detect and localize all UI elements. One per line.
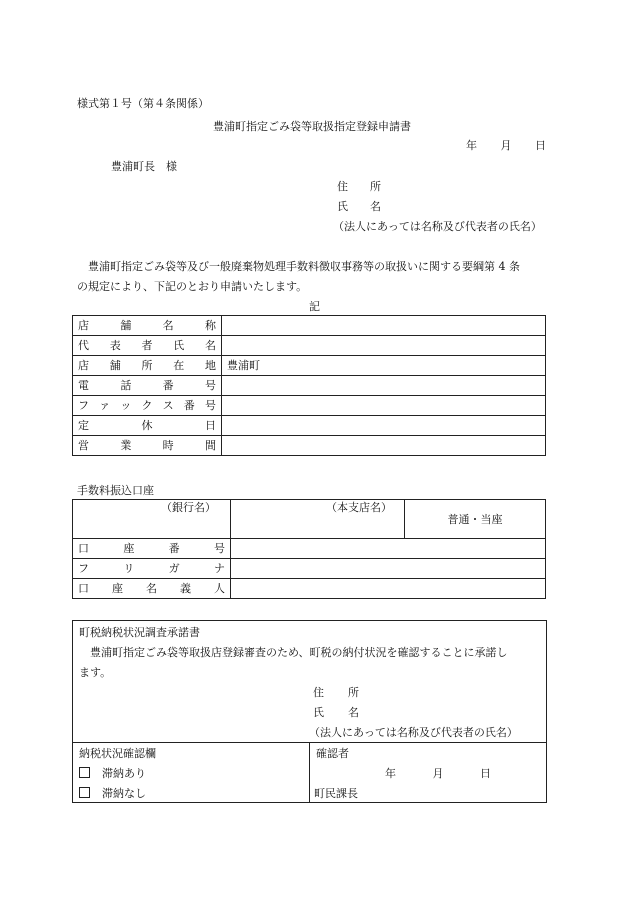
checkbox-arrears[interactable] <box>79 767 90 778</box>
store-name-value[interactable] <box>222 316 546 336</box>
confirm-date: 年 月 日 <box>385 767 491 780</box>
store-info-table <box>72 315 546 456</box>
consent-name-label: 氏 名 <box>313 706 359 719</box>
table-row <box>73 376 546 396</box>
table-row <box>73 316 546 336</box>
year-label: 年 <box>466 139 477 152</box>
account-type[interactable]: 普通・当座 <box>405 500 546 539</box>
account-holder-label: 口 座 名 義 人 <box>78 582 225 595</box>
table-row <box>73 416 546 436</box>
option-no-arrears[interactable] <box>79 785 146 801</box>
bank-account-table <box>72 499 546 599</box>
month-label: 月 <box>500 139 512 152</box>
option-arrears[interactable] <box>79 765 146 781</box>
applicant-address-label: 住 所 <box>337 180 381 193</box>
form-title: 豊浦町指定ごみ袋等取扱指定登録申請書 <box>213 120 411 133</box>
bank-name-cell[interactable] <box>73 500 231 539</box>
body-line-2: の規定により、下記のとおり申請いたします。 <box>77 280 308 293</box>
bank-name-label: （銀行名） <box>161 501 216 514</box>
consent-address-label: 住 所 <box>313 686 359 699</box>
consent-corp-note: （法人にあっては名称及び代表者の氏名） <box>309 726 518 739</box>
branch-name-cell[interactable] <box>231 500 405 539</box>
hours-label: 営 業 時 間 <box>78 439 216 452</box>
bank-heading: 手数料振込口座 <box>77 484 154 497</box>
holiday-value[interactable] <box>222 416 546 436</box>
hours-value[interactable] <box>222 436 546 456</box>
fax-label: フ ァ ッ ク ス 番 号 <box>78 399 216 412</box>
submission-date <box>466 137 546 153</box>
ki-label: 記 <box>309 300 320 313</box>
account-holder-value[interactable] <box>231 579 546 599</box>
consent-heading: 町税納税状況調査承諾書 <box>79 626 200 639</box>
tax-status-heading: 納税状況確認欄 <box>79 747 156 760</box>
addressee: 豊浦町長 様 <box>111 160 177 173</box>
representative-label: 代 表 者 氏 名 <box>78 339 216 352</box>
table-row <box>73 500 546 539</box>
applicant-corp-note: （法人にあっては名称及び代表者の氏名） <box>333 220 542 233</box>
day-label: 日 <box>535 139 546 152</box>
representative-value[interactable] <box>222 336 546 356</box>
account-number-value[interactable] <box>231 539 546 559</box>
table-row <box>73 579 546 599</box>
consent-text-1: 豊浦町指定ごみ袋等取扱店登録審査のため、町税の納付状況を確認することに承諾し <box>90 646 508 659</box>
applicant-name-label: 氏 名 <box>337 200 381 213</box>
furigana-value[interactable] <box>231 559 546 579</box>
section-chief-label: 町民課長 <box>314 787 358 800</box>
phone-label: 電 話 番 号 <box>78 379 216 392</box>
table-row <box>73 396 546 416</box>
table-row <box>73 436 546 456</box>
branch-name-label: （本支店名） <box>326 501 392 514</box>
holiday-label: 定 休 日 <box>78 419 216 432</box>
consent-text-2: ます。 <box>79 666 112 679</box>
store-location-value[interactable]: 豊浦町 <box>222 356 546 376</box>
store-location-label: 店 舗 所 在 地 <box>78 359 216 372</box>
tax-consent-box <box>72 620 547 803</box>
checkbox-no-arrears[interactable] <box>79 787 90 798</box>
consent-vertical-divider <box>309 742 310 802</box>
option-arrears-label: 滞納あり <box>102 767 146 780</box>
account-number-label: 口 座 番 号 <box>78 542 225 555</box>
confirmer-label: 確認者 <box>316 747 349 760</box>
phone-value[interactable] <box>222 376 546 396</box>
table-row <box>73 356 546 376</box>
store-name-label: 店 舗 名 称 <box>78 319 216 332</box>
table-row <box>73 539 546 559</box>
body-line-1: 豊浦町指定ごみ袋等及び一般廃棄物処理手数料徴収事務等の取扱いに関する要綱第 4 条 <box>88 260 520 273</box>
table-row <box>73 559 546 579</box>
furigana-label: フ リ ガ ナ <box>78 562 225 575</box>
table-row <box>73 336 546 356</box>
form-number: 様式第１号（第４条関係） <box>77 97 209 110</box>
option-no-arrears-label: 滞納なし <box>102 787 146 800</box>
fax-value[interactable] <box>222 396 546 416</box>
